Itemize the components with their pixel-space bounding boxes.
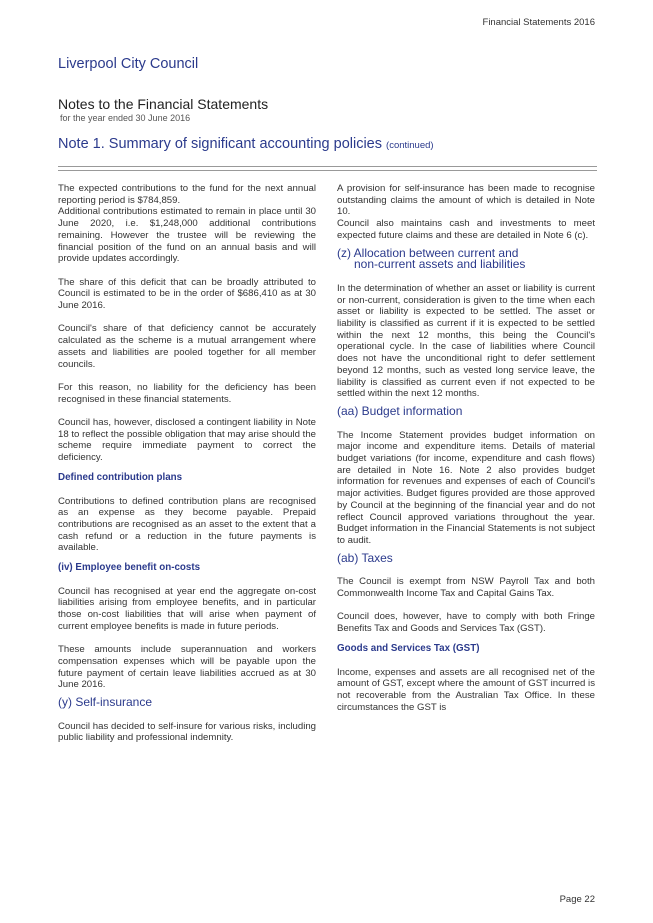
heading-employee-oncosts: (iv) Employee benefit on-costs	[58, 562, 201, 574]
heading-self-insurance: (y) Self-insurance	[58, 695, 153, 710]
heading-allocation-line2: non-current assets and liabilities	[354, 257, 526, 272]
note-heading	[58, 136, 434, 152]
paragraph: Council has, however, disclosed a contingent liability in Note 18 to reflect the possible obligation that may arise should the scheme require immediate payment to correct the deficiency.	[58, 417, 316, 464]
note-heading-title: Note 1. Summary of significant accounting policies	[58, 136, 382, 152]
paragraph: Council has decided to self-insure for various risks, including public liability and professional indemnity.	[58, 720, 316, 744]
paragraph: Additional contributions estimated to remain in place until 30 June 2020, i.e. $1,248,000 additional contributions remaining. However the trustee will be reviewing the financial position of the fund on an annual basis and will provide updates accordingly.	[58, 206, 316, 265]
running-header: Financial Statements 2016	[482, 17, 595, 28]
header-divider	[58, 166, 597, 171]
paragraph: Council's share of that deficiency cannot be accurately calculated as the scheme is a mutual arrangement where assets and liabilities are pooled together for all member councils.	[58, 323, 316, 370]
paragraph: In the determination of whether an asset or liability is current or non-current, consideration is given to the time when each asset or liability is expected to be settled. The asset or liability is classified as current if it is expected to be settled within the next 12 months, this being the Council's operational cycle. In the case of liabilities where Council does not have the unconditional right to defer settlement beyond 12 months, such as vested long service leave, the liability is classified as current even if not expected to be settled within the next 12 months.	[337, 282, 595, 400]
page-number: Page 22	[559, 894, 595, 905]
paragraph: For this reason, no liability for the deficiency has been recognised in these financial statements.	[58, 381, 316, 405]
document-subtitle: for the year ended 30 June 2016	[60, 113, 191, 123]
paragraph: Income, expenses and assets are all recognised net of the amount of GST, except where the amount of GST incurred is not recoverable from the Australian Tax Office. In these circumstances the GST is	[337, 666, 595, 713]
paragraph: A provision for self-insurance has been made to recognise outstanding claims the amount of which is detailed in Note 10.	[337, 183, 595, 218]
paragraph: The share of this deficit that can be broadly attributed to Council is estimated to be in the order of $686,410 as at 30 June 2016.	[58, 276, 316, 312]
heading-allocation	[337, 245, 595, 272]
paragraph: Council does, however, have to comply with both Fringe Benefits Tax and Goods and Services Tax (GST).	[337, 611, 595, 635]
paragraph: Council has recognised at year end the aggregate on-cost liabilities arising from employee benefits, and in particular those on-cost liabilities that will arise when payment of current employee benefits is made in future periods.	[58, 585, 316, 632]
heading-allocation-line1: (z) Allocation between current and	[337, 245, 519, 260]
paragraph: The expected contributions to the fund for the next annual reporting period is $784,859.	[58, 183, 316, 206]
paragraph: These amounts include superannuation and workers compensation expenses which will be payable upon the future payment of certain leave liabilities accrued as at 30 June 2016.	[58, 644, 316, 691]
paragraph: Council also maintains cash and investments to meet expected future claims and these are detailed in Note 6 (c).	[337, 218, 595, 241]
left-column	[58, 183, 316, 744]
heading-gst: Goods and Services Tax (GST)	[337, 642, 480, 654]
paragraph: Contributions to defined contribution plans are recognised as an expense as they become payable. Prepaid contributions are recognised as an asset to the extent that a cash refund or a reduction in the future payments is available.	[58, 495, 316, 554]
paragraph: The Council is exempt from NSW Payroll Tax and both Commonwealth Income Tax and Capital Gains Tax.	[337, 576, 595, 600]
paragraph: The Income Statement provides budget information on major income and expenditure items. Details of material budget variations (for income, expenditure and cash flows) are detailed in Note 16. Note 2 also provides budget information for revenues and expenses of each of Council's major activities. Budget figures provided are those approved by Council at the beginning of the financial year and do not reflect Council approved variations throughout the year. Budget information in the Financial Statements is not subject to audit.	[337, 429, 595, 546]
heading-budget: (aa) Budget information	[337, 403, 463, 418]
heading-taxes: (ab) Taxes	[337, 550, 393, 565]
document-title: Notes to the Financial Statements	[58, 96, 269, 112]
heading-defined-contribution: Defined contribution plans	[58, 471, 183, 483]
council-name: Liverpool City Council	[58, 56, 199, 72]
right-column	[337, 183, 595, 713]
note-heading-continued: (continued)	[386, 140, 434, 151]
